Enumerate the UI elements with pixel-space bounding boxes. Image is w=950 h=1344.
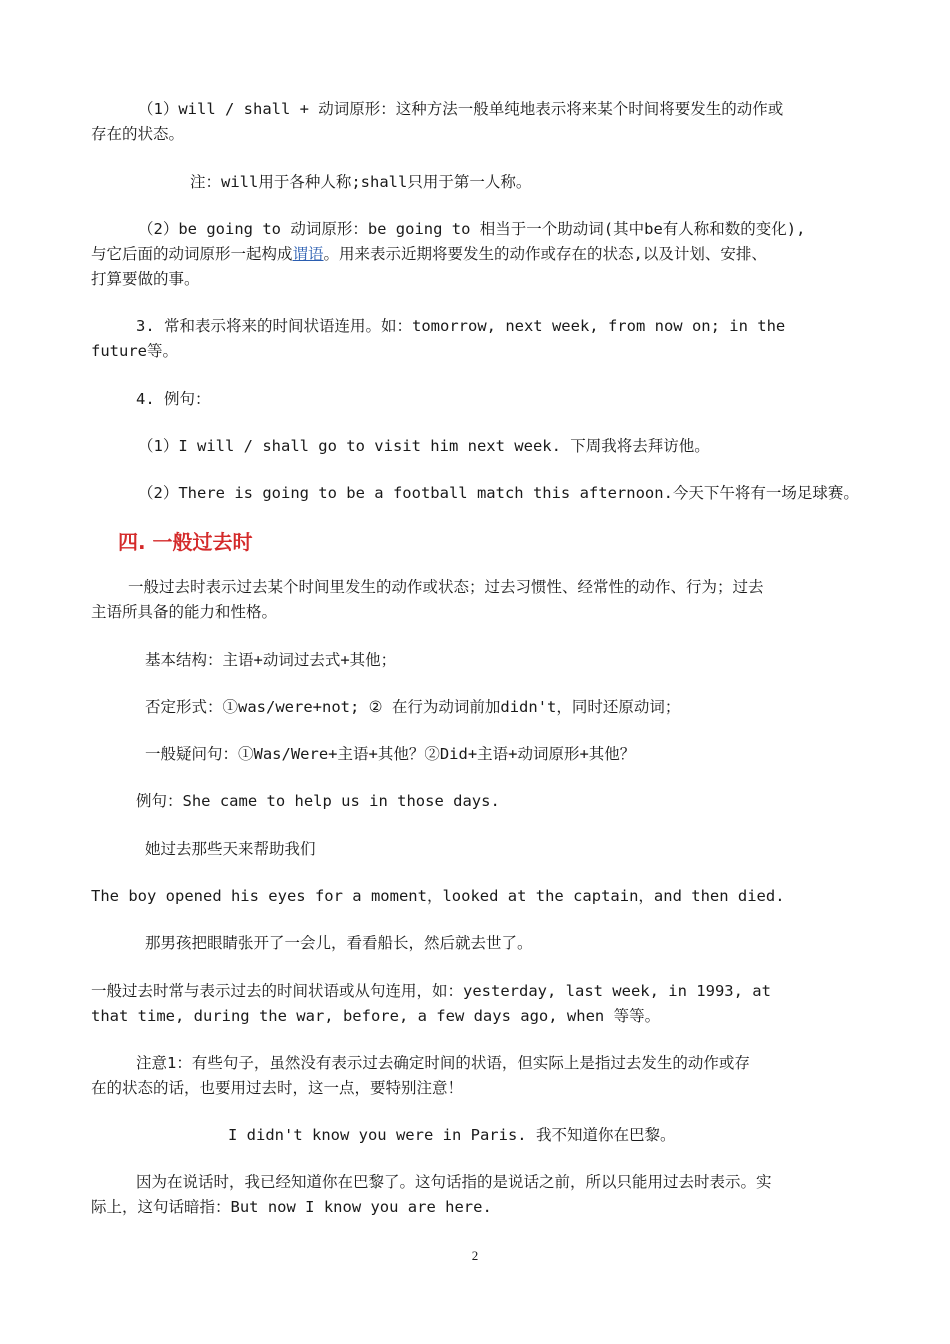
text-segment: 与它后面的动词原形一起构成 — [91, 245, 293, 263]
example-sentence-1: （1）I will / shall go to visit him next week. 下周我将去拜访他。 — [138, 437, 710, 455]
para-will-shall-cont: 存在的状态。 — [91, 125, 185, 143]
para-time-adverbials-cont: future等。 — [91, 342, 178, 360]
note-1: 注意1：有些句子，虽然没有表示过去确定时间的状语，但实际上是指过去发生的动作或存 — [136, 1054, 750, 1072]
example-sentence-2: （2）There is going to be a football match this afternoon.今天下午将有一场足球赛。 — [138, 484, 859, 502]
para-be-going-to-end: 打算要做的事。 — [91, 270, 200, 288]
para-time-adverbials: 3. 常和表示将来的时间状语连用。如：tomorrow, next week, from now on; in the — [136, 317, 786, 335]
examples-label: 4. 例句： — [136, 390, 211, 408]
section-heading: 四. 一般过去时 — [118, 530, 253, 554]
predicate-link[interactable]: 谓语 — [292, 245, 324, 263]
example-sentence: The boy opened his eyes for a moment，looked at the captain，and then died. — [91, 887, 785, 905]
para-be-going-to: （2）be going to 动词原形：be going to 相当于一个助动词(其中be有人称和数的变化), — [138, 220, 806, 238]
note-1-cont: 在的状态的话，也要用过去时，这一点，要特别注意！ — [91, 1079, 464, 1097]
page-number: 2 — [471, 1248, 479, 1263]
para-time-usage-cont: that time, during the war, before, a few days ago, when 等等。 — [91, 1007, 661, 1025]
text-segment: 。用来表示近期将要发生的动作或存在的状态,以及计划、安排、 — [323, 245, 767, 263]
example-sentence: 例句：She came to help us in those days. — [136, 792, 500, 810]
para-definition-cont: 主语所具备的能力和性格。 — [91, 603, 278, 621]
para-be-going-to-cont — [91, 242, 870, 266]
para-explanation-cont: 际上，这句话暗指：But now I know you are here. — [91, 1198, 492, 1216]
example-translation: 那男孩把眼睛张开了一会儿，看看船长，然后就去世了。 — [145, 934, 533, 952]
negative-form: 否定形式：①was/were+not; ② 在行为动词前加didn't，同时还原动词； — [145, 698, 681, 716]
para-definition: 一般过去时表示过去某个时间里发生的动作或状态；过去习惯性、经常性的动作、行为；过去 — [128, 578, 764, 596]
note-will-shall: 注：will用于各种人称;shall只用于第一人称。 — [190, 173, 532, 191]
example-translation: 她过去那些天来帮助我们 — [145, 840, 316, 858]
para-time-usage: 一般过去时常与表示过去的时间状语或从句连用，如：yesterday, last week, in 1993, at — [91, 982, 771, 1000]
example-paris: I didn't know you were in Paris. 我不知道你在巴黎。 — [228, 1126, 676, 1144]
basic-structure: 基本结构：主语+动词过去式+其他； — [145, 651, 397, 669]
para-explanation: 因为在说话时，我已经知道你在巴黎了。这句话指的是说话之前，所以只能用过去时表示。实 — [136, 1173, 772, 1191]
para-will-shall: （1）will / shall + 动词原形：这种方法一般单纯地表示将来某个时间将要发生的动作或 — [138, 100, 784, 118]
question-form: 一般疑问句：①Was/Were+主语+其他？②Did+主语+动词原形+其他？ — [145, 745, 636, 763]
